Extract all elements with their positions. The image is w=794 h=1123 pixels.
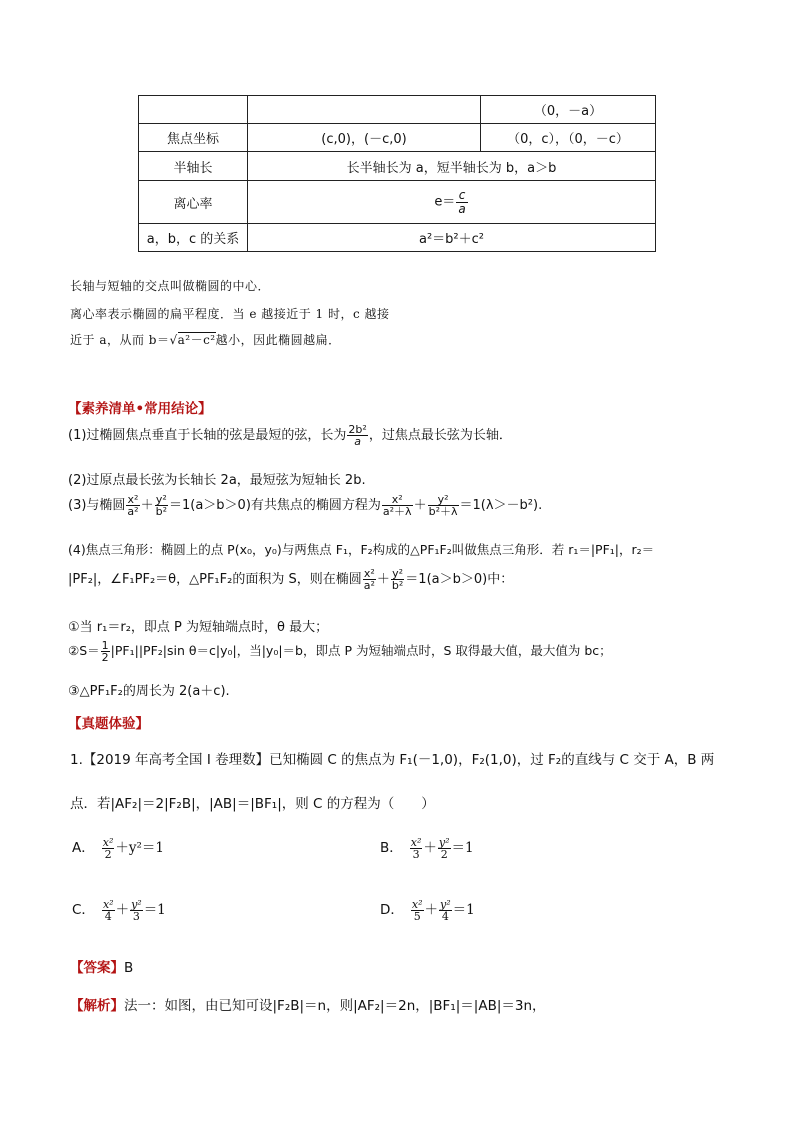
- fraction-numerator: x²: [127, 493, 139, 506]
- item-text: ＝1(a＞b＞0)中：: [405, 572, 514, 587]
- question-line2: 点．若|AF₂|＝2|F₂B|，|AB|＝|BF₁|，则 C 的方程为（ ）: [70, 796, 435, 812]
- fraction: [438, 837, 451, 860]
- table-row: [139, 152, 656, 181]
- fraction: [456, 189, 467, 215]
- fraction-numerator: x²: [411, 898, 423, 911]
- table-cell: （0，－a）: [481, 96, 656, 124]
- option-label: D．: [380, 902, 404, 918]
- sqrt-radicand: a²－c²: [177, 333, 216, 347]
- fraction-numerator: x²: [382, 494, 413, 506]
- option-b[interactable]: B． $\frac{\text{x²}}{3}$ ＋ $\frac{\text{y²}}{2}$ ＝1: [380, 836, 474, 861]
- option-label: A．: [72, 840, 95, 856]
- fraction: [347, 424, 367, 447]
- fraction-denominator: a: [458, 201, 466, 216]
- item-text: ，过焦点最长弦为长轴．: [368, 428, 512, 443]
- fraction: [363, 568, 376, 591]
- section-title-practice: 【真题体验】: [68, 716, 149, 732]
- item-3: [68, 494, 542, 517]
- table-row: [139, 96, 656, 124]
- formula-lhs: e＝: [434, 194, 456, 210]
- fraction-numerator: y²: [131, 898, 142, 911]
- option-text: ＋y²＝1: [115, 840, 165, 856]
- row-label-relation: a，b，c 的关系: [139, 224, 248, 252]
- fraction-numerator: x²: [102, 836, 114, 849]
- fraction-denominator: 4: [441, 910, 449, 923]
- fraction: [155, 494, 168, 517]
- item-4-line1: (4)焦点三角形：椭圆上的点 P(x₀，y₀)与两焦点 F₁，F₂构成的△PF₁F₂叫做焦点三角形．若 r₁＝|PF₁|，r₂＝: [68, 542, 655, 557]
- table-row: [139, 224, 656, 252]
- table-row: [139, 124, 656, 152]
- fraction-numerator: 2b²: [348, 423, 367, 436]
- item-4-line2: [68, 568, 513, 591]
- row-label-semi-axis: 半轴长: [139, 152, 248, 181]
- fraction-numerator: y²: [428, 494, 459, 506]
- fraction-numerator: c: [456, 189, 467, 203]
- fraction-numerator: x²: [363, 567, 375, 580]
- eccentricity-formula: [248, 181, 656, 224]
- sqrt-symbol: √: [169, 333, 178, 347]
- fraction: [411, 899, 424, 922]
- question-line1: 1.【2019 年高考全国 I 卷理数】已知椭圆 C 的焦点为 F₁(－1,0)，F₂(1,0)，过 F₂的直线与 C 交于 A，B 两: [70, 752, 715, 768]
- fraction-numerator: y²: [392, 567, 404, 580]
- option-c[interactable]: C． $\frac{\text{x²}}{4}$ ＋ $\frac{\text{y²}}{3}$ ＝1: [72, 898, 166, 923]
- answer-tag: 【答案】: [70, 960, 124, 976]
- item-4-sub1: ①当 r₁＝r₂，即点 P 为短轴端点时，θ 最大；: [68, 620, 329, 635]
- fraction: [102, 899, 115, 922]
- plus-sign: ＋: [376, 572, 390, 587]
- fraction: [382, 494, 413, 517]
- analysis-text: 法一：如图，由已知可设|F₂B|＝n，则|AF₂|＝2n，|BF₁|＝|AB|＝3n，: [124, 998, 546, 1014]
- fraction-denominator: a²: [363, 579, 375, 592]
- option-a[interactable]: [72, 836, 164, 860]
- item-1: [68, 424, 512, 447]
- fraction-denominator: a²＋λ: [382, 505, 412, 518]
- table-cell: (c,0)，(－c,0): [248, 124, 481, 152]
- item-4-sub2: [68, 640, 612, 663]
- fraction-numerator: y²: [438, 836, 450, 849]
- plus-sign: ＋: [413, 498, 427, 513]
- item-text: |PF₂|，∠F₁PF₂＝θ，△PF₁F₂的面积为 S，则在椭圆: [68, 572, 362, 587]
- fraction: [101, 640, 110, 663]
- option-text: ＝1: [451, 840, 474, 856]
- fraction: [130, 899, 143, 922]
- table-row: [139, 181, 656, 224]
- item-text: ＝1(a＞b＞0)有共焦点的椭圆方程为: [169, 498, 381, 513]
- table-cell: [139, 96, 248, 124]
- fraction: [391, 568, 404, 591]
- plus-sign: ＋: [140, 498, 154, 513]
- ellipse-properties-table: [138, 95, 656, 252]
- analysis-line: [70, 994, 546, 1014]
- option-label: C．: [72, 902, 95, 918]
- fraction-numerator: x²: [410, 836, 422, 849]
- fraction: [439, 899, 452, 922]
- item-text: ②S＝: [68, 643, 100, 658]
- fraction-denominator: 4: [104, 910, 112, 923]
- section-title-conclusions: 【素养清单•常用结论】: [68, 401, 212, 417]
- note-center: 长轴与短轴的交点叫做椭圆的中心．: [70, 279, 271, 293]
- fraction-denominator: 2: [104, 848, 112, 861]
- note-text: 近于 a，从而 b＝: [70, 333, 170, 347]
- analysis-tag: 【解析】: [70, 998, 124, 1014]
- fraction-numerator: 1: [101, 639, 109, 652]
- option-text: ＝1: [143, 902, 166, 918]
- table-cell: （0，c），（0，－c）: [481, 124, 656, 152]
- fraction-numerator: y²: [155, 493, 167, 506]
- option-label: B．: [380, 840, 403, 856]
- fraction-denominator: b²: [155, 505, 167, 518]
- row-label-focus-coords: 焦点坐标: [139, 124, 248, 152]
- item-text: |PF₁||PF₂|sin θ＝c|y₀|，当|y₀|＝b，即点 P 为短轴端点时，S 取得最大值，最大值为 bc；: [110, 643, 612, 658]
- table-cell: 长半轴长为 a，短半轴长为 b，a＞b: [248, 152, 656, 181]
- fraction-denominator: 3: [412, 848, 420, 861]
- note-text: 越小，因此椭圆越扁．: [215, 333, 341, 347]
- item-text: ＝1(λ＞－b²).: [459, 498, 543, 513]
- fraction-denominator: a²: [127, 505, 139, 518]
- row-label-eccentricity: 离心率: [139, 181, 248, 224]
- fraction-denominator: b²＋λ: [428, 505, 458, 518]
- fraction: [126, 494, 139, 517]
- fraction: [102, 837, 115, 860]
- note-eccentricity-cont: [70, 331, 341, 348]
- note-eccentricity: 离心率表示椭圆的扁平程度．当 e 越接近于 1 时，c 越接: [70, 307, 390, 321]
- table-cell: [248, 96, 481, 124]
- fraction-denominator: 5: [413, 910, 421, 923]
- item-text: (3)与椭圆: [68, 498, 126, 513]
- fraction-denominator: b²: [391, 579, 404, 592]
- fraction-numerator: y²: [440, 898, 451, 911]
- item-4-sub3: ③△PF₁F₂的周长为 2(a＋c).: [68, 684, 230, 699]
- fraction-denominator: 2: [440, 848, 448, 861]
- option-d[interactable]: D． $\frac{\text{x²}}{5}$ ＋ $\frac{\text{y²}}{4}$ ＝1: [380, 898, 475, 923]
- fraction-numerator: x²: [102, 898, 114, 911]
- item-text: (1)过椭圆焦点垂直于长轴的弦是最短的弦，长为: [68, 428, 347, 443]
- answer-line: [70, 956, 133, 976]
- fraction-denominator: 3: [132, 910, 140, 923]
- option-text: ＝1: [452, 902, 475, 918]
- fraction-denominator: a: [354, 435, 361, 448]
- fraction: [428, 494, 459, 517]
- fraction-denominator: 2: [101, 651, 109, 664]
- answer-value: B: [124, 960, 134, 976]
- table-cell: a²＝b²＋c²: [248, 224, 656, 252]
- fraction: [410, 837, 423, 860]
- item-2: (2)过原点最长弦为长轴长 2a，最短弦为短轴长 2b.: [68, 473, 366, 488]
